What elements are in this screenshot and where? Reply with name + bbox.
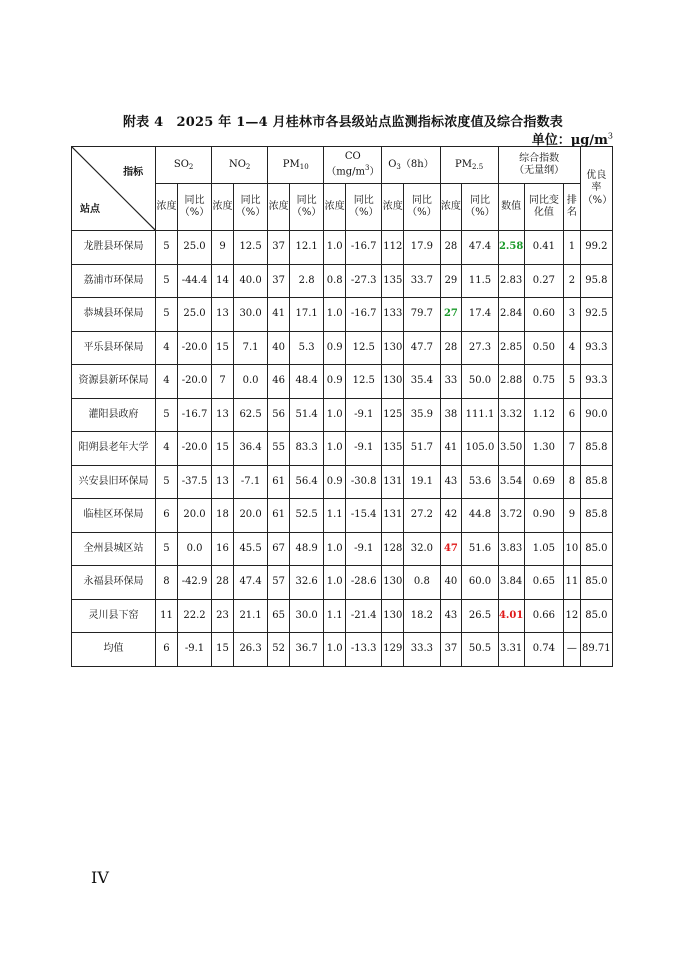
- table-cell: -42.9: [177, 566, 211, 600]
- table-cell: 52.5: [290, 499, 324, 533]
- table-cell: 17.1: [290, 298, 324, 332]
- table-cell: 7: [212, 365, 234, 399]
- table-cell: 4: [156, 365, 178, 399]
- table-cell: 0.0: [233, 365, 267, 399]
- table-cell: 3.32: [498, 398, 524, 432]
- table-row: [72, 231, 613, 265]
- unit-label: 单位：$\mu g/m^3$: [531, 131, 613, 148]
- table-cell: 11: [564, 566, 581, 600]
- station-name: 灌阳县政府: [72, 398, 156, 432]
- table-cell: 47.4: [233, 566, 267, 600]
- table-row: [72, 298, 613, 332]
- table-cell: 1.0: [324, 532, 346, 566]
- table-cell: 2.84: [498, 298, 524, 332]
- table-cell: -20.0: [177, 365, 211, 399]
- table-cell: 61: [268, 465, 290, 499]
- table-cell: -28.6: [346, 566, 382, 600]
- table-cell: 29: [440, 264, 462, 298]
- table-cell: 9: [212, 231, 234, 265]
- table-cell: 33: [440, 365, 462, 399]
- subheader-yoy: 同比（%）: [177, 184, 211, 231]
- table-cell: 48.4: [290, 365, 324, 399]
- table-cell: 13: [212, 465, 234, 499]
- table-row: [72, 432, 613, 466]
- table-cell: 112: [382, 231, 404, 265]
- table-cell: 3.83: [498, 532, 524, 566]
- table-cell: 56: [268, 398, 290, 432]
- table-cell: 32.6: [290, 566, 324, 600]
- table-cell: 85.8: [580, 465, 612, 499]
- table-cell: 12.5: [346, 331, 382, 365]
- average-cell: 6: [156, 633, 178, 667]
- table-cell: 85.0: [580, 532, 612, 566]
- table-cell: 51.4: [290, 398, 324, 432]
- table-cell: 1.0: [324, 231, 346, 265]
- table-cell: -20.0: [177, 331, 211, 365]
- table-cell: 33.7: [404, 264, 440, 298]
- table-cell: 1.30: [524, 432, 563, 466]
- table-cell: 7.1: [233, 331, 267, 365]
- table-cell: -7.1: [233, 465, 267, 499]
- table-cell: 0.90: [524, 499, 563, 533]
- table-cell: 36.4: [233, 432, 267, 466]
- table-cell: 135: [382, 264, 404, 298]
- station-name: 荔浦市环保局: [72, 264, 156, 298]
- average-cell: -13.3: [346, 633, 382, 667]
- table-cell: 5: [156, 231, 178, 265]
- table-cell: -27.3: [346, 264, 382, 298]
- table-cell: 93.3: [580, 365, 612, 399]
- table-cell: 4: [156, 432, 178, 466]
- subheader-yoy: 同比（%）: [404, 184, 440, 231]
- table-cell: 111.1: [462, 398, 498, 432]
- table-cell: 20.0: [177, 499, 211, 533]
- table-cell: 6: [156, 499, 178, 533]
- table-cell: 30.0: [233, 298, 267, 332]
- header-indicator: 指标: [123, 167, 144, 178]
- table-cell: 130: [382, 566, 404, 600]
- table-row: [72, 566, 613, 600]
- average-label: 均值: [72, 633, 156, 667]
- table-cell: 47: [440, 532, 462, 566]
- table-cell: 44.8: [462, 499, 498, 533]
- header-composite: 综合指数 （无量纲）: [498, 147, 580, 184]
- table-cell: 38: [440, 398, 462, 432]
- table-cell: 15: [212, 331, 234, 365]
- table-cell: 4: [564, 331, 581, 365]
- table-cell: 5: [156, 264, 178, 298]
- station-name: 平乐县环保局: [72, 331, 156, 365]
- table-cell: 18: [212, 499, 234, 533]
- table-cell: 12.5: [233, 231, 267, 265]
- table-cell: 67: [268, 532, 290, 566]
- table-cell: 61: [268, 499, 290, 533]
- table-cell: 40: [268, 331, 290, 365]
- table-cell: 55: [268, 432, 290, 466]
- table-cell: 62.5: [233, 398, 267, 432]
- table-cell: 13: [212, 398, 234, 432]
- table-cell: 1.05: [524, 532, 563, 566]
- table-cell: 46: [268, 365, 290, 399]
- table-body: [72, 231, 613, 667]
- average-cell: 36.7: [290, 633, 324, 667]
- table-row: [72, 465, 613, 499]
- table-cell: 3.50: [498, 432, 524, 466]
- table-cell: 12: [564, 599, 581, 633]
- station-name: 阳朔县老年大学: [72, 432, 156, 466]
- table-cell: 8: [564, 465, 581, 499]
- table-cell: 1.0: [324, 398, 346, 432]
- table-cell: 5: [156, 465, 178, 499]
- table-cell: -15.4: [346, 499, 382, 533]
- table-cell: 20.0: [233, 499, 267, 533]
- table-row: [72, 331, 613, 365]
- table-cell: -9.1: [346, 432, 382, 466]
- header-pm10: $PM_{10}$: [268, 147, 324, 184]
- table-cell: 60.0: [462, 566, 498, 600]
- table-cell: 11: [156, 599, 178, 633]
- subheader-yoy: 同比（%）: [290, 184, 324, 231]
- table-cell: 90.0: [580, 398, 612, 432]
- table-cell: 5: [564, 365, 581, 399]
- table-cell: 18.2: [404, 599, 440, 633]
- subheader-conc: 浓度: [382, 184, 404, 231]
- table-cell: 43: [440, 599, 462, 633]
- table-cell: 2.88: [498, 365, 524, 399]
- table-cell: 85.0: [580, 599, 612, 633]
- subheader-yoy: 同比（%）: [462, 184, 498, 231]
- table-cell: 37: [268, 231, 290, 265]
- table-cell: 50.0: [462, 365, 498, 399]
- table-cell: 27.3: [462, 331, 498, 365]
- table-cell: 35.4: [404, 365, 440, 399]
- table-cell: 5: [156, 398, 178, 432]
- table-cell: 0.69: [524, 465, 563, 499]
- subheader-value: 数值: [498, 184, 524, 231]
- subheader-conc: 浓度: [212, 184, 234, 231]
- station-name: 龙胜县环保局: [72, 231, 156, 265]
- table-cell: 0.60: [524, 298, 563, 332]
- table-row: [72, 264, 613, 298]
- table-cell: 2.85: [498, 331, 524, 365]
- subheader-conc: 浓度: [440, 184, 462, 231]
- table-cell: 8: [156, 566, 178, 600]
- table-cell: 57: [268, 566, 290, 600]
- station-name: 灵川县下窑: [72, 599, 156, 633]
- table-cell: 28: [440, 231, 462, 265]
- table-cell: 27.2: [404, 499, 440, 533]
- table-cell: 56.4: [290, 465, 324, 499]
- table-cell: 14: [212, 264, 234, 298]
- monitoring-table: [71, 146, 613, 667]
- average-cell: 52: [268, 633, 290, 667]
- station-name: 永福县环保局: [72, 566, 156, 600]
- table-cell: -37.5: [177, 465, 211, 499]
- header-so2: $SO_2$: [156, 147, 212, 184]
- table-cell: 7: [564, 432, 581, 466]
- table-cell: -9.1: [346, 398, 382, 432]
- table-cell: 0.75: [524, 365, 563, 399]
- table-cell: 4.01: [498, 599, 524, 633]
- table-cell: 131: [382, 499, 404, 533]
- subheader-conc: 浓度: [156, 184, 178, 231]
- table-cell: 25.0: [177, 231, 211, 265]
- table-cell: -20.0: [177, 432, 211, 466]
- page-number: IV: [91, 868, 109, 887]
- table-cell: 1.1: [324, 499, 346, 533]
- table-cell: 47.7: [404, 331, 440, 365]
- table-cell: 3.72: [498, 499, 524, 533]
- table-cell: -21.4: [346, 599, 382, 633]
- average-cell: -9.1: [177, 633, 211, 667]
- table-cell: 12.5: [346, 365, 382, 399]
- table-cell: 1.0: [324, 566, 346, 600]
- table-cell: 53.6: [462, 465, 498, 499]
- table-cell: -44.4: [177, 264, 211, 298]
- average-cell: 129: [382, 633, 404, 667]
- station-name: 资源县新环保局: [72, 365, 156, 399]
- subheader-yoy-change: 同比变化值: [524, 184, 563, 231]
- table-cell: 5.3: [290, 331, 324, 365]
- table-row: [72, 365, 613, 399]
- table-cell: -16.7: [346, 298, 382, 332]
- table-cell: 85.8: [580, 432, 612, 466]
- station-name: 恭城县环保局: [72, 298, 156, 332]
- table-cell: 23: [212, 599, 234, 633]
- station-name: 临桂区环保局: [72, 499, 156, 533]
- table-cell: 0.50: [524, 331, 563, 365]
- table-row: [72, 532, 613, 566]
- table-cell: 40.0: [233, 264, 267, 298]
- table-cell: 130: [382, 331, 404, 365]
- table-cell: 28: [440, 331, 462, 365]
- table-cell: 3.54: [498, 465, 524, 499]
- table-cell: 15: [212, 432, 234, 466]
- table-cell: 0.9: [324, 365, 346, 399]
- table-cell: 51.6: [462, 532, 498, 566]
- table-cell: 99.2: [580, 231, 612, 265]
- average-cell: 1.0: [324, 633, 346, 667]
- table-cell: 2: [564, 264, 581, 298]
- table-cell: 26.5: [462, 599, 498, 633]
- table-cell: 17.4: [462, 298, 498, 332]
- table-cell: 133: [382, 298, 404, 332]
- table-cell: 1.1: [324, 599, 346, 633]
- table-cell: 6: [564, 398, 581, 432]
- table-cell: 10: [564, 532, 581, 566]
- average-cell: 3.31: [498, 633, 524, 667]
- table-cell: 41: [268, 298, 290, 332]
- table-cell: 79.7: [404, 298, 440, 332]
- table-title: 附表 4 2025 年 1—4 月桂林市各县级站点监测指标浓度值及综合指数表: [122, 115, 564, 130]
- table-cell: 125: [382, 398, 404, 432]
- table-cell: -9.1: [346, 532, 382, 566]
- table-cell: 37: [268, 264, 290, 298]
- header-o3: $O_3(8h)$: [382, 147, 440, 184]
- table-cell: 40: [440, 566, 462, 600]
- table-cell: 0.65: [524, 566, 563, 600]
- table-cell: 30.0: [290, 599, 324, 633]
- subheader-conc: 浓度: [324, 184, 346, 231]
- table-cell: 2.8: [290, 264, 324, 298]
- table-cell: 45.5: [233, 532, 267, 566]
- table-cell: 1.12: [524, 398, 563, 432]
- table-cell: 47.4: [462, 231, 498, 265]
- table-cell: 42: [440, 499, 462, 533]
- table-cell: 16: [212, 532, 234, 566]
- table-cell: 43: [440, 465, 462, 499]
- header-station: 站点: [80, 203, 100, 215]
- table-cell: 9: [564, 499, 581, 533]
- table-cell: 0.9: [324, 465, 346, 499]
- table-row: [72, 398, 613, 432]
- table-cell: 17.9: [404, 231, 440, 265]
- table-cell: 0.8: [404, 566, 440, 600]
- table-cell: 65: [268, 599, 290, 633]
- table-cell: -30.8: [346, 465, 382, 499]
- table-cell: 0.8: [324, 264, 346, 298]
- header-pm25: $PM_{2.5}$: [440, 147, 498, 184]
- average-cell: 33.3: [404, 633, 440, 667]
- subheader-rank: 排名: [564, 184, 581, 231]
- table-row: [72, 499, 613, 533]
- table-cell: 1.0: [324, 298, 346, 332]
- table-cell: 13: [212, 298, 234, 332]
- average-cell: 15: [212, 633, 234, 667]
- table-cell: 0.27: [524, 264, 563, 298]
- station-name: 兴安县旧环保局: [72, 465, 156, 499]
- table-cell: 22.2: [177, 599, 211, 633]
- table-cell: 48.9: [290, 532, 324, 566]
- average-cell: —: [564, 633, 581, 667]
- header-diagonal-cell: [72, 147, 156, 231]
- header-co: CO $(mg/m^3)$: [324, 147, 382, 184]
- table-cell: 93.3: [580, 331, 612, 365]
- table-cell: 4: [156, 331, 178, 365]
- table-cell: 128: [382, 532, 404, 566]
- average-cell: 26.3: [233, 633, 267, 667]
- average-cell: 50.5: [462, 633, 498, 667]
- header-no2: $NO_2$: [212, 147, 268, 184]
- table-cell: 105.0: [462, 432, 498, 466]
- table-cell: 25.0: [177, 298, 211, 332]
- table-cell: 3.84: [498, 566, 524, 600]
- header-good-rate: 优良率（%）: [580, 147, 612, 231]
- table-cell: 2.83: [498, 264, 524, 298]
- subheader-conc: 浓度: [268, 184, 290, 231]
- table-cell: 0.66: [524, 599, 563, 633]
- table-cell: 0.0: [177, 532, 211, 566]
- table-cell: 85.8: [580, 499, 612, 533]
- table-cell: 131: [382, 465, 404, 499]
- table-cell: 35.9: [404, 398, 440, 432]
- table-cell: 12.1: [290, 231, 324, 265]
- table-row: [72, 599, 613, 633]
- table-cell: 5: [156, 532, 178, 566]
- station-name: 全州县城区站: [72, 532, 156, 566]
- table-cell: 0.9: [324, 331, 346, 365]
- table-cell: 1: [564, 231, 581, 265]
- table-cell: 28: [212, 566, 234, 600]
- table-cell: 2.58: [498, 231, 524, 265]
- average-cell: 89.71: [580, 633, 612, 667]
- table-cell: 32.0: [404, 532, 440, 566]
- table-cell: 130: [382, 365, 404, 399]
- table-cell: 3: [564, 298, 581, 332]
- table-cell: -16.7: [346, 231, 382, 265]
- table-cell: 5: [156, 298, 178, 332]
- table-cell: 135: [382, 432, 404, 466]
- average-row: [72, 633, 613, 667]
- table-cell: 27: [440, 298, 462, 332]
- table-cell: 83.3: [290, 432, 324, 466]
- table-cell: 41: [440, 432, 462, 466]
- table-cell: 51.7: [404, 432, 440, 466]
- table-cell: 85.0: [580, 566, 612, 600]
- table-cell: 0.41: [524, 231, 563, 265]
- table-cell: 11.5: [462, 264, 498, 298]
- table-cell: 95.8: [580, 264, 612, 298]
- table-cell: 130: [382, 599, 404, 633]
- table-cell: 1.0: [324, 432, 346, 466]
- table-cell: 92.5: [580, 298, 612, 332]
- table-cell: -16.7: [177, 398, 211, 432]
- subheader-yoy: 同比（%）: [233, 184, 267, 231]
- table-cell: 21.1: [233, 599, 267, 633]
- table-cell: 19.1: [404, 465, 440, 499]
- average-cell: 37: [440, 633, 462, 667]
- subheader-yoy: 同比（%）: [346, 184, 382, 231]
- average-cell: 0.74: [524, 633, 563, 667]
